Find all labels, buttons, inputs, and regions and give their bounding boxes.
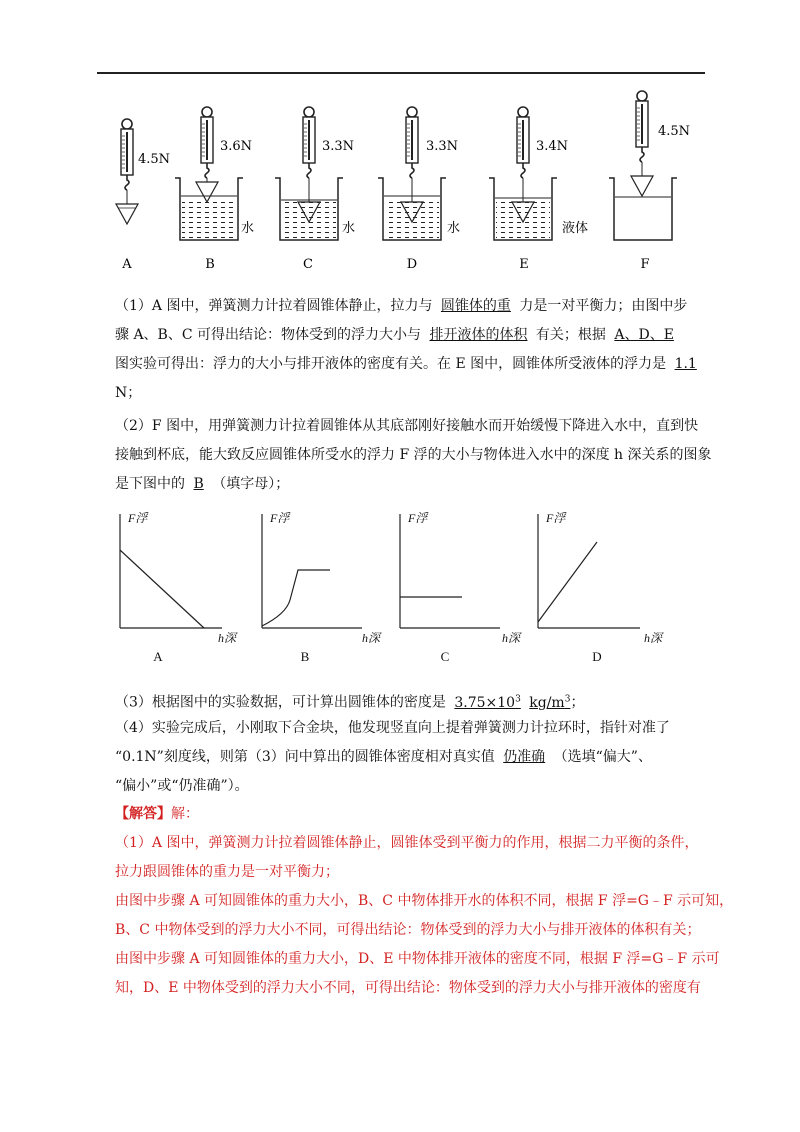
liquid-b: 水	[241, 221, 255, 236]
blank-3: A、D、E	[614, 327, 674, 343]
blank-q3: $3.75\times 10^3$	[454, 694, 521, 711]
label-a: A	[122, 257, 132, 272]
graph-b	[262, 511, 382, 664]
header-rule	[97, 72, 705, 74]
label-b: B	[205, 257, 215, 272]
question-1: （1）A 图中，弹簧测力计拉着圆锥体静止，拉力与 圆锥体的重 力是一对平衡力；由图中步 骤 A、B、C 可得出结论：物体受到的浮力大小与 排开液体的体积 有关；根据 A、D、E 图实验可得出：浮力的大小与排开液体的密度有关。在 E 图中，圆锥体所受液体的浮力是 1.1 N；	[115, 292, 710, 408]
answer-line: 由图中步骤 A 可知圆锥体的重力大小，D、E 中物体排开液体的密度不同，根据 F 浮=G﹣F 示可	[115, 951, 720, 967]
reading-c: 3.3N	[322, 139, 355, 154]
question-2: （2）F 图中，用弹簧测力计拉着圆锥体从其底部刚好接触水而开始缓慢下降进入水中，直到快 接触到杯底，能大致反应圆锥体所受水的浮力 F 浮的大小与物体进入水中的深度 h 深关系的图象 是下图中的 B （填字母）；	[115, 418, 712, 492]
apparatus-figure	[100, 90, 700, 280]
svg-text:h深: h深	[644, 631, 663, 645]
label-d: D	[406, 257, 418, 272]
liquid-d: 水	[447, 221, 461, 236]
liquid-e: 液体	[562, 221, 589, 236]
blank-q4: 仍准确	[503, 749, 546, 765]
answer-line: B、C 中物体受到的浮力大小不同，可得出结论：物体受到的浮力大小与排开液体的体积有关；	[115, 922, 701, 938]
graph-options	[100, 500, 700, 675]
reading-f: 4.5N	[658, 124, 691, 139]
svg-text:F浮: F浮	[270, 511, 290, 525]
svg-text:B: B	[300, 649, 310, 664]
svg-text:A: A	[153, 649, 163, 664]
answer-section: 【解答】解： （1）A 图中，弹簧测力计拉着圆锥体静止，圆锥体受到平衡力的作用，根据二力平衡的条件， 拉力跟圆锥体的重力是一对平衡力； 由图中步骤 A 可知圆锥体的重力大小，B、C 中物体排开水的体积不同，根据 F 浮=G﹣F 示可知， B、C 中物体受到的浮力大小不同，可得出结论：物体受到的浮力大小与排开液体的体积有关； 由图中步骤 A 可知圆锥体的重力大小，D、E 中物体排开液体的密度不同，根据 F 浮=G﹣F 示可 知，D、E 中物体受到的浮力大小不同，可得出结论：物体受到的浮力大小与排开液体的密度有	[115, 800, 710, 1003]
answer-line: （1）A 图中，弹簧测力计拉着圆锥体静止，圆锥体受到平衡力的作用，根据二力平衡的条件，	[115, 835, 699, 851]
svg-text:h深: h深	[218, 631, 237, 645]
blank-1: 圆锥体的重	[440, 298, 511, 314]
reading-a: 4.5N	[138, 152, 171, 167]
label-f: F	[640, 257, 650, 272]
svg-text:D: D	[592, 649, 602, 664]
answer-line: 拉力跟圆锥体的重力是一对平衡力；	[115, 864, 339, 880]
svg-text:C: C	[440, 649, 450, 664]
answer-line: 由图中步骤 A 可知圆锥体的重力大小，B、C 中物体排开水的体积不同，根据 F 浮=G﹣F 示可知，	[115, 893, 734, 909]
blank-q2: B	[193, 476, 204, 492]
reading-d: 3.3N	[426, 139, 459, 154]
answer-tag: 【解答】	[115, 806, 171, 822]
blank-4: 1.1	[674, 356, 697, 372]
svg-text:h深: h深	[502, 631, 521, 645]
graph-a	[120, 511, 238, 664]
svg-text:F浮: F浮	[128, 511, 148, 525]
graph-d	[538, 511, 664, 664]
blank-2: 排开液体的体积	[429, 327, 528, 343]
svg-text:F浮: F浮	[546, 511, 566, 525]
label-e: E	[519, 257, 529, 272]
graph-c	[400, 511, 522, 664]
svg-text:F浮: F浮	[408, 511, 428, 525]
svg-text:h深: h深	[362, 631, 381, 645]
label-c: C	[303, 257, 313, 272]
answer-line: 知，D、E 中物体受到的浮力大小不同，可得出结论：物体受到的浮力大小与排开液体的密度有	[115, 980, 701, 996]
reading-e: 3.4N	[536, 139, 569, 154]
liquid-c: 水	[342, 221, 356, 236]
question-3: （3）根据图中的实验数据，可计算出圆锥体的密度是 $3.75\times 10^3$ $kg/m^3$；	[115, 694, 585, 711]
question-4: （4）实验完成后，小刚取下合金块，他发现竖直向上提着弹簧测力计拉环时，指针对准了 “0.1N”刻度线，则第（3）问中算出的圆锥体密度相对真实值 仍准确 （选填“偏大”、 “偏小”或“仍准确”）。	[115, 720, 670, 794]
reading-b: 3.6N	[220, 139, 253, 154]
